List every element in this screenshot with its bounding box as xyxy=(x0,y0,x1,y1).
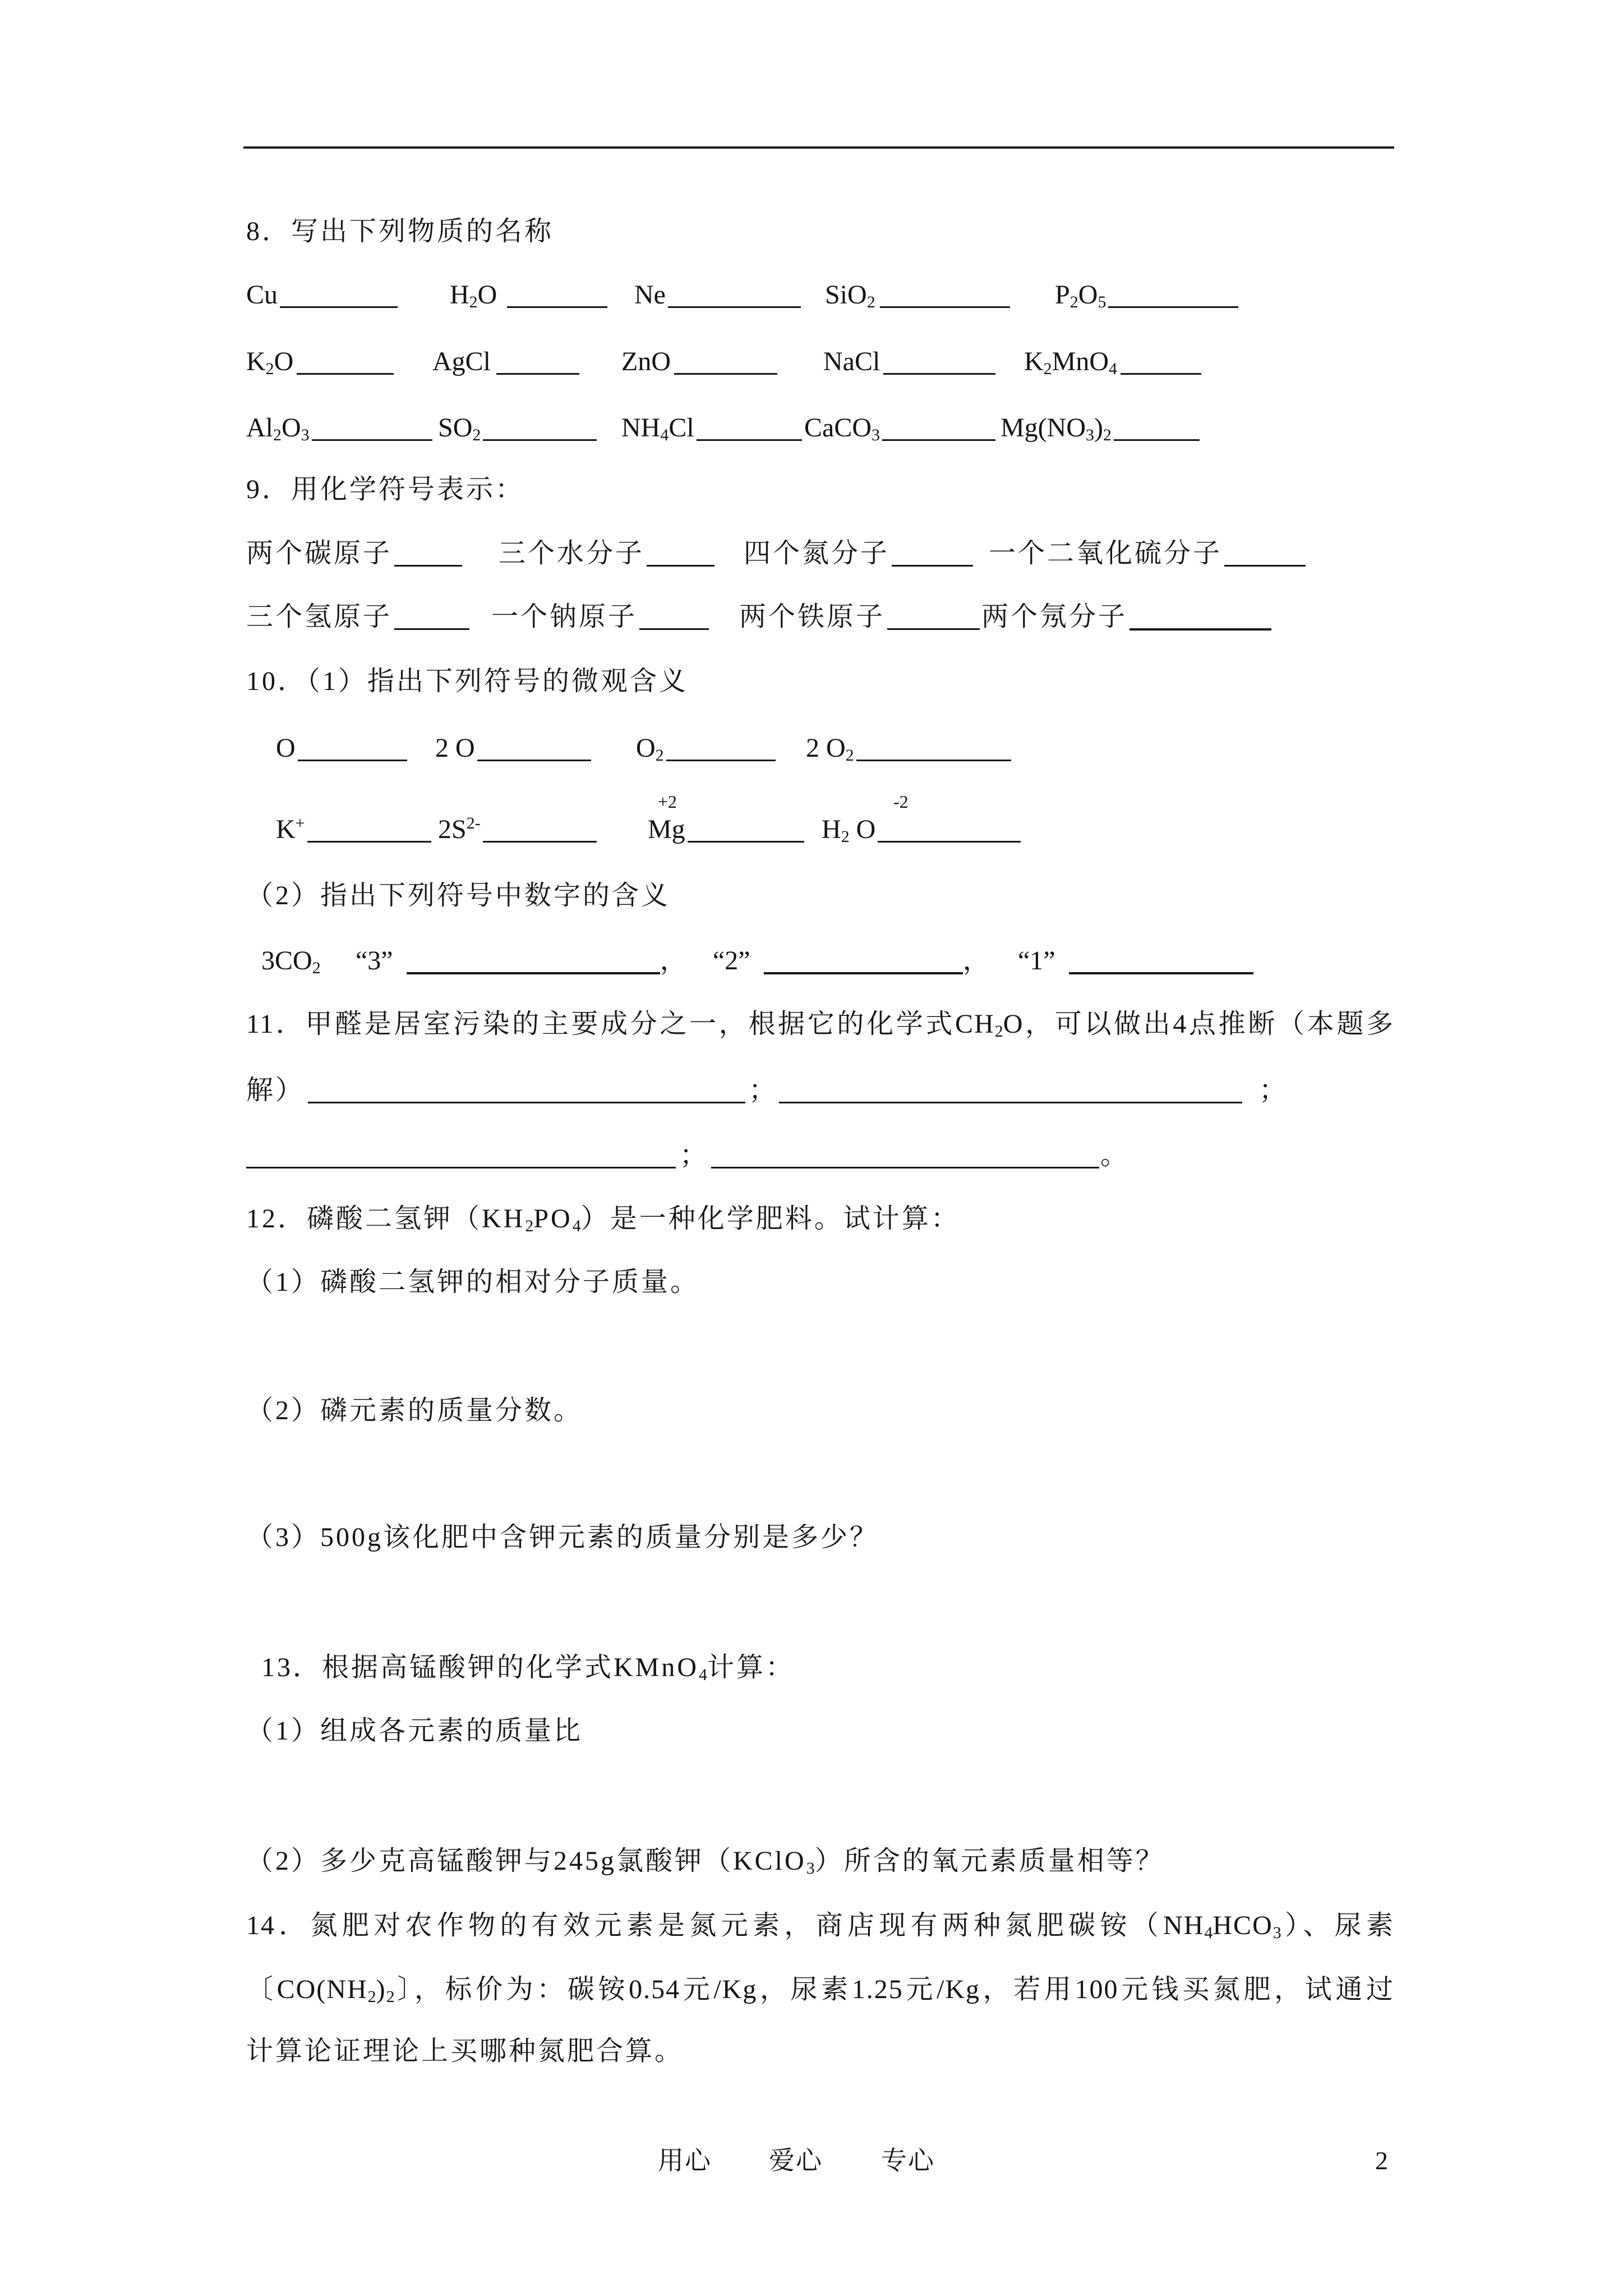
subscript: 3 xyxy=(806,1859,815,1878)
question-10-part2-title: （2）指出下列符号中数字的含义 xyxy=(246,881,671,910)
answer-blank xyxy=(1108,280,1238,308)
compound-formula: ZnO xyxy=(621,347,671,376)
answer-blank xyxy=(779,1076,1242,1103)
page-number: 2 xyxy=(1375,2146,1389,2175)
subscript: 2 xyxy=(312,959,321,977)
subscript: 4 xyxy=(1204,1924,1213,1942)
answer-blank xyxy=(647,539,714,567)
digit-meaning-row xyxy=(0,944,1623,978)
superscript: + xyxy=(295,814,305,832)
answer-blank xyxy=(298,734,407,761)
chem-symbol: $H_2$ O xyxy=(822,815,876,846)
subscript: 3 xyxy=(1272,1924,1281,1942)
compound-formula: $Al_2O_3$ xyxy=(246,413,310,444)
footer-motto: 用心 xyxy=(658,2146,712,2175)
answer-blank xyxy=(674,347,777,375)
subscript: 2 xyxy=(1103,426,1112,444)
digit-meaning-item xyxy=(713,944,992,978)
symbol-prompt-item xyxy=(739,600,980,634)
symbol-prompt: 四个氮分子 xyxy=(744,539,890,568)
answer-blank xyxy=(697,413,802,441)
digit-label: “1” xyxy=(1018,946,1055,976)
question-12-part-line xyxy=(0,1521,1623,1554)
question-8-title-line xyxy=(0,215,1623,249)
subscript: 2 xyxy=(472,426,481,444)
chem-symbol: 2 O xyxy=(435,733,475,763)
symbol-prompt: 一个二氧化硫分子 xyxy=(989,539,1223,568)
subscript: 2 xyxy=(655,746,664,765)
compound-formula: NaCl xyxy=(823,347,880,376)
question-11-answer-line xyxy=(0,1139,1623,1172)
answer-blank xyxy=(878,815,1021,843)
subscript: 2 xyxy=(525,1217,534,1235)
compound-item xyxy=(450,278,607,312)
question-10-part2-title-line xyxy=(0,879,1623,913)
compound-formula: $H_2O$ xyxy=(450,280,497,311)
compound-formula: $Mg(NO_3)_2$ xyxy=(1000,413,1112,444)
symbol-meaning-item xyxy=(276,813,431,846)
answer-blank xyxy=(483,815,597,843)
compound-item xyxy=(804,411,995,445)
symbol-prompt: 一个钠原子 xyxy=(491,602,638,632)
answer-blank xyxy=(280,280,398,308)
subscript: 2 xyxy=(841,827,850,846)
digit-meaning-item xyxy=(356,944,689,978)
answer-blank xyxy=(882,413,995,441)
question-8-title: 8．写出下列物质的名称 xyxy=(246,217,554,246)
digit-label: “2” xyxy=(713,946,750,976)
answer-blank xyxy=(668,280,801,308)
question-14-line-3-row xyxy=(0,2035,1623,2068)
answer-blank xyxy=(394,539,462,567)
answer-blank xyxy=(1129,602,1271,631)
chem-symbol: $O_2$ xyxy=(636,733,664,765)
answer-blank xyxy=(883,347,995,375)
question-12-part-1: （1）磷酸二氢钾的相对分子质量。 xyxy=(246,1267,700,1297)
chem-symbol: 2 $O_2$ xyxy=(806,733,854,765)
answer-blank xyxy=(856,734,1011,761)
subscript: 5 xyxy=(1098,293,1106,311)
answer-blank xyxy=(1069,946,1253,974)
separator: 。 xyxy=(1100,1140,1130,1170)
symbol-meaning-item xyxy=(276,731,407,765)
answer-blank xyxy=(246,1141,676,1168)
answer-blank xyxy=(483,413,597,441)
answer-blank xyxy=(477,734,591,761)
compound-formula: CaCO$_3$ xyxy=(804,413,880,444)
footer-motto: 专心 xyxy=(881,2146,935,2175)
chem-symbol: O xyxy=(276,733,296,763)
symbol-meaning-item xyxy=(636,731,776,765)
chem-symbol: Mg xyxy=(648,815,685,844)
answer-blank xyxy=(880,280,1010,308)
separator: ， xyxy=(660,946,689,976)
symbol-meaning-row xyxy=(0,731,1623,765)
valence-label: +2 xyxy=(658,792,677,812)
symbol-meaning-item xyxy=(438,813,597,846)
compound-item xyxy=(825,278,1010,312)
symbol-prompt: 三个水分子 xyxy=(499,539,645,568)
answer-blank xyxy=(1224,539,1306,567)
subscript: 2 xyxy=(265,360,274,378)
symbol-prompt-row xyxy=(0,600,1623,634)
symbol-prompt: 两个氖分子 xyxy=(981,602,1128,632)
question-13-part-line xyxy=(0,1714,1623,1748)
answer-blank xyxy=(1121,347,1201,375)
separator: ， xyxy=(962,946,992,976)
symbol-prompt-item xyxy=(499,537,714,570)
question-12-part-3: （3）500g该化肥中含钾元素的质量分别是多少？ xyxy=(246,1522,879,1552)
digit-label: “3” xyxy=(356,946,393,976)
compound-row xyxy=(0,345,1623,379)
compound-formula: $P_2O_5$ xyxy=(1055,280,1106,311)
symbol-prompt-item xyxy=(981,600,1271,634)
compound-item xyxy=(621,411,802,445)
answer-lead: 解） xyxy=(246,1075,305,1105)
compound-item xyxy=(246,411,432,445)
question-9-title: 9．用化学符号表示： xyxy=(246,475,525,504)
compound-formula: $SO_2$ xyxy=(438,413,481,444)
answer-blank xyxy=(297,347,394,375)
question-10-title-line xyxy=(0,665,1623,698)
compound-formula: AgCl xyxy=(432,347,491,376)
symbol-prompt: 三个氢原子 xyxy=(246,602,393,632)
answer-blank xyxy=(312,413,432,441)
question-12-part-2: （2）磷元素的质量分数。 xyxy=(246,1396,583,1425)
compound-item xyxy=(823,345,995,379)
question-12-part-line xyxy=(0,1266,1623,1299)
footer-motto: 爱心 xyxy=(769,2146,823,2175)
symbol-prompt-item xyxy=(989,537,1306,570)
compound-formula: Cu xyxy=(246,280,278,310)
subscript: 4 xyxy=(699,1665,708,1684)
symbol-meaning-item xyxy=(648,792,804,846)
separator: ； xyxy=(680,1140,709,1170)
answer-blank xyxy=(507,280,607,308)
question-12-stem-line xyxy=(0,1202,1623,1236)
compound-item xyxy=(1055,278,1238,312)
answer-blank xyxy=(407,946,660,974)
symbol-prompt-item xyxy=(744,537,973,570)
answer-blank xyxy=(1114,413,1200,441)
subscript: 2 xyxy=(845,746,854,765)
answer-blank xyxy=(639,602,709,630)
symbol-prompt-item xyxy=(491,600,709,634)
chem-symbol: K+ xyxy=(276,814,305,844)
subscript: 4 xyxy=(572,1217,581,1235)
compound-item xyxy=(438,411,597,445)
symbol-prompt-item xyxy=(246,537,462,570)
answer-blank xyxy=(496,347,579,375)
compound-formula: $K_2O$ xyxy=(246,347,294,378)
subscript: 2 xyxy=(273,426,282,444)
superscript: 2- xyxy=(466,814,481,832)
answer-blank xyxy=(394,602,469,630)
subscript: 4 xyxy=(660,426,669,444)
question-13-stem: 13．根据高锰酸钾的化学式KMnO$_4$计算： xyxy=(261,1653,795,1684)
answer-blank xyxy=(307,815,431,843)
digit-meaning-item xyxy=(1018,944,1253,978)
compound-formula: $NH_4Cl$ xyxy=(621,413,694,444)
answer-blank xyxy=(887,602,980,630)
subscript: 2 xyxy=(866,293,875,311)
question-11-stem: 11．甲醛是居室污染的主要成分之一，根据它的化学式$CH_2O$，可以做出4点推断（本题多 xyxy=(246,1009,1394,1041)
compound-formula: Ne xyxy=(634,280,666,310)
separator: ； xyxy=(749,1075,778,1105)
answer-blank xyxy=(711,1141,1099,1168)
question-14-line-1: 14．氮肥对农作物的有效元素是氮元素，商店现有两种氮肥碳铵$(NH_4HCO_3)$、尿素 xyxy=(246,1911,1394,1942)
compound-item xyxy=(621,345,777,379)
answer-blank xyxy=(688,815,804,843)
question-12-part-line xyxy=(0,1394,1623,1428)
question-13-stem-line xyxy=(0,1651,1623,1685)
compound-item xyxy=(246,278,398,312)
question-9-title-line xyxy=(0,473,1623,507)
symbol-meaning-item xyxy=(822,792,1021,846)
chem-formula: $3CO_2$ xyxy=(261,946,321,977)
subscript: 2 xyxy=(386,1987,395,2006)
subscript: 3 xyxy=(301,426,310,444)
symbol-prompt-row xyxy=(0,537,1623,570)
valence-label: -2 xyxy=(893,792,909,812)
answer-blank xyxy=(892,539,973,567)
compound-row xyxy=(0,278,1623,312)
header-rule xyxy=(243,146,1394,149)
symbol-prompt: 两个铁原子 xyxy=(739,602,886,632)
question-13-part-1: （1）组成各元素的质量比 xyxy=(246,1716,583,1746)
answer-blank xyxy=(308,1076,745,1103)
compound-item xyxy=(1024,345,1201,379)
question-12-stem: 12．磷酸二氢钾$(KH_2PO_4)$是一种化学肥料。试计算： xyxy=(246,1204,960,1235)
symbol-prompt-item xyxy=(246,600,469,634)
compound-formula: $K_2MnO_4$ xyxy=(1024,347,1118,378)
symbol-prompt: 两个碳原子 xyxy=(246,539,393,568)
compound-row xyxy=(0,411,1623,445)
compound-item xyxy=(634,278,801,312)
page-footer xyxy=(0,2144,1623,2178)
question-10-part1-title: 10．（1）指出下列符号的微观含义 xyxy=(246,666,689,696)
compound-item xyxy=(1000,411,1200,445)
compound-item xyxy=(432,345,579,379)
symbol-meaning-item xyxy=(806,731,1011,765)
subscript: 4 xyxy=(1109,360,1118,378)
subscript: 2 xyxy=(1069,293,1078,311)
question-11-answer-line xyxy=(0,1074,1623,1107)
symbol-meaning-row xyxy=(0,792,1623,846)
subscript: 2 xyxy=(367,1987,376,2006)
subscript: 3 xyxy=(1086,426,1094,444)
question-14-line-3: 计算论证理论上买哪种氮肥合算。 xyxy=(246,2036,684,2066)
question-14-line-2: 〔$CO(NH_2)_2$〕，标价为：碳铵0.54元/Kg，尿素1.25元/Kg，若用100元钱买氮肥，试通过 xyxy=(246,1975,1394,2006)
question-13-part-2: （2）多少克高锰酸钾与245g氯酸钾（KClO$_3$）所含的氧元素质量相等？ xyxy=(246,1846,1165,1878)
chem-symbol: $2S^{2-}$ xyxy=(438,814,481,844)
question-13-part-line xyxy=(0,1844,1623,1878)
subscript: 2 xyxy=(1043,360,1052,378)
compound-item xyxy=(246,345,394,379)
subscript: 2 xyxy=(994,1022,1003,1041)
compound-formula: SiO$_2$ xyxy=(825,280,875,311)
answer-blank xyxy=(764,946,963,974)
subscript: 3 xyxy=(872,426,880,444)
answer-blank xyxy=(666,734,776,761)
symbol-meaning-item xyxy=(435,731,591,765)
subscript: 2 xyxy=(469,293,478,311)
separator: ； xyxy=(1259,1075,1289,1105)
